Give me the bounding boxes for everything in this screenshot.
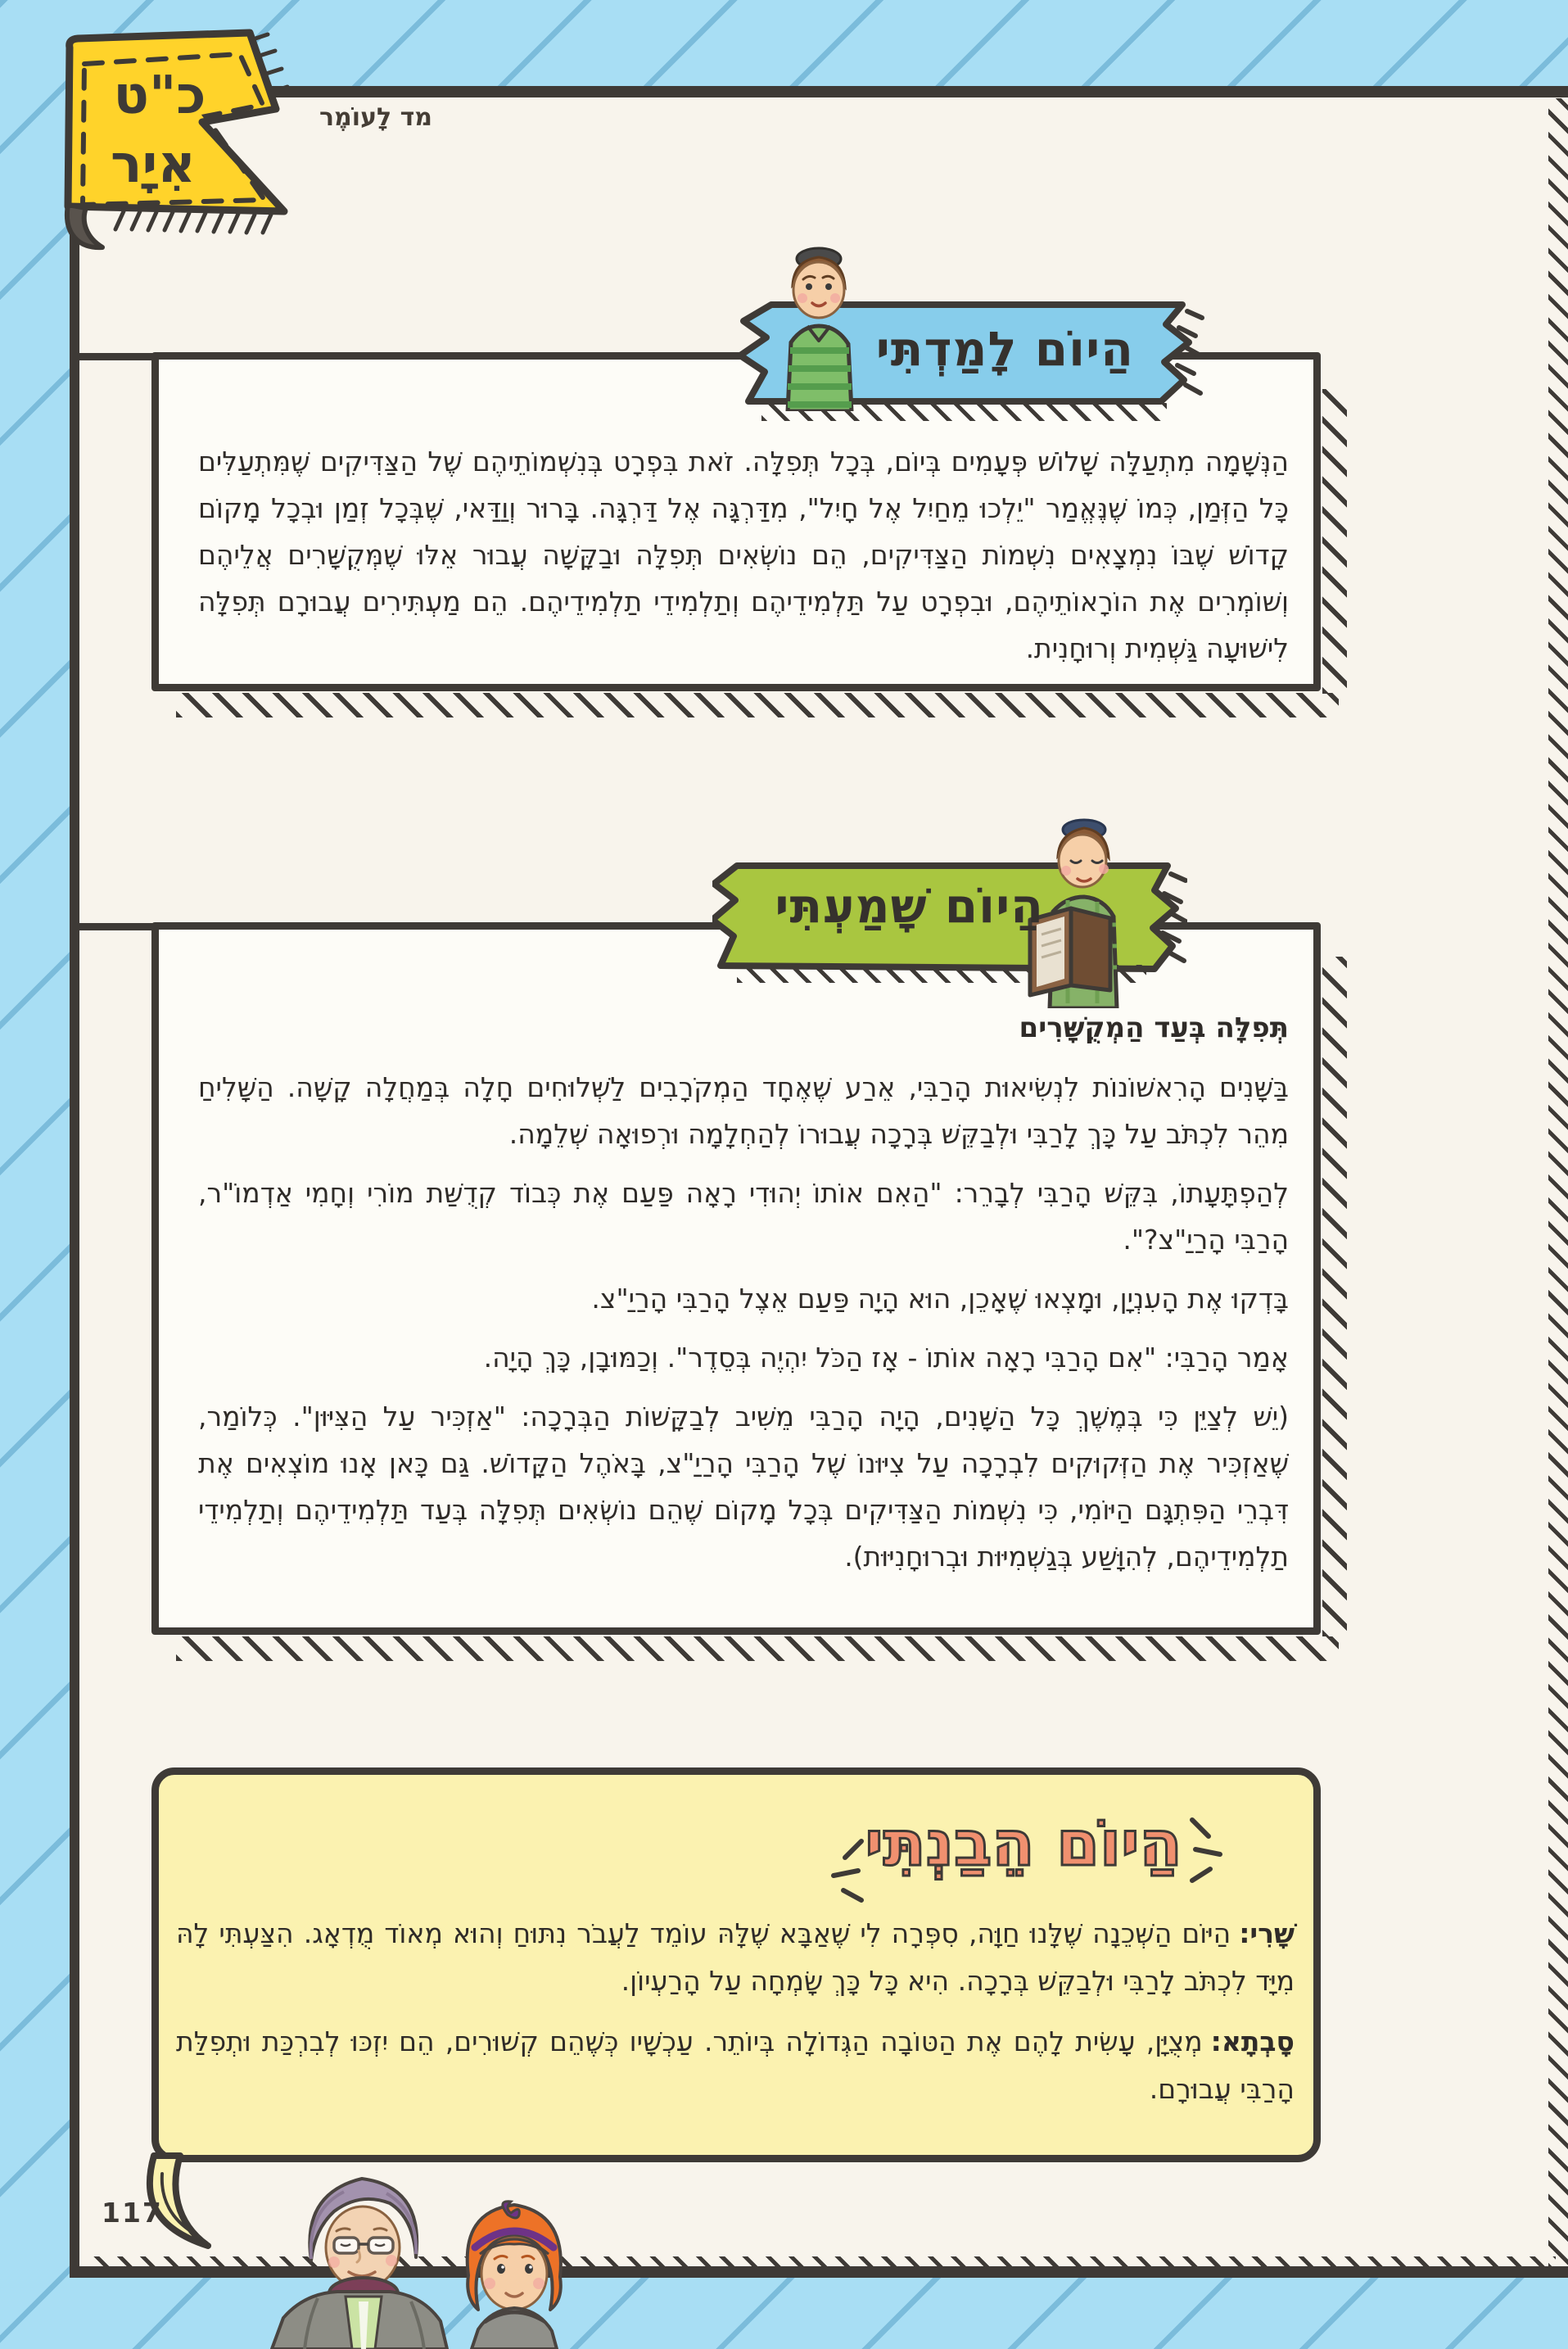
learned-ribbon-title: הַיוֹם לָמַדְתִּי bbox=[875, 321, 1134, 377]
understood-dialogue bbox=[176, 1910, 1295, 2126]
dialogue-text: הַיּוֹם הַשְּׁכֵנָה שֶׁלָּנוּ חַוָּה, סִפְּרָה לִי שֶׁאַבָּא שֶׁלָּהּ עוֹמֵד לַעֲבֹר נִתּוּחַ וְהוּא מְאוֹד מֻדְאָג. הִצַּעְתִּי לָהּ מִיָּד לִכְתֹּב לָרַבִּי וּלְבַקֵּשׁ בְּרָכָה. הִיא כָּל כָּךְ שָׂמְחָה עַל הָרַעְיוֹן. bbox=[176, 1917, 1295, 1997]
heard-paragraph: אָמַר הָרַבִּי: "אִם הָרַבִּי רָאָה אוֹתוֹ - אָז הַכֹּל יִהְיֶה בְּסֵדֶר". וְכַמּוּבָן, כָּךְ הָיָה. bbox=[483, 1342, 1289, 1374]
flag-date-line1: כ"ט bbox=[113, 66, 206, 126]
understood-title: הַיוֹם הֵבַנְתִּי bbox=[865, 1807, 1182, 1880]
heard-paragraph: לְהַפְתָּעָתוֹ, בִּקֵּשׁ הָרַבִּי לְבָרֵר: "הַאִם אוֹתוֹ יְהוּדִי רָאָה פַּעַם אֶת כְּבוֹד קְדֻשַּׁת מוֹרִי וְחָמִי אַדְמוֹ"ר, הָרַבִּי הָרַיַ"צ?". bbox=[198, 1177, 1289, 1256]
heard-box-extension-line bbox=[79, 923, 157, 930]
learned-body-text: הַנְּשָׁמָה מִתְעַלָּה שָׁלוֹשׁ פְּעָמִים בְּיוֹם, בְּכָל תְּפִלָּה. זֹאת בִּפְרָט בְּנִשְׁמוֹתֵיהֶם שֶׁל הַצַּדִּיקִים שֶׁמִּתְעַלִּים כָּל הַזְּמַן, כְּמוֹ שֶׁנֶּאֱמַר "יֵלְכוּ מֵחַיִל אֶל חָיִל", מִדַּרְגָּה אֶל דַּרְגָּה. בָּרוּר וְוַדַּאי, שֶׁבְּכָל זְמַן וּבְכָל מָקוֹם קָדוֹשׁ שֶׁבּוֹ נִמְצָאִים נִשְׁמוֹת הַצַּדִּיקִים, הֵם נוֹשְׂאִים תְּפִלָּה וּבַקָּשָׁה עֲבוּר אֵלּוּ שֶׁמְּקֻשָּׁרִים אֲלֵיהֶם וְשׁוֹמְרִים אֶת הוֹרָאוֹתֵיהֶם, וּבִפְרָט עַל תַּלְמִידֵיהֶם וְתַלְמִידֵי תַלְמִידֵיהֶם. הֵם מַעְתִּירִים עֲבוּרָם תְּפִלָּה לִישׁוּעָה גַּשְׁמִית וְרוּחָנִית. bbox=[198, 446, 1289, 664]
flag-curl bbox=[67, 205, 102, 247]
dialogue-line bbox=[176, 2018, 1295, 2113]
heard-box-shadow-bottom bbox=[176, 1636, 1339, 1661]
heard-paragraph: בָּדְקוּ אֶת הָעִנְיָן, וּמָצְאוּ שֶׁאָכֵן, הוּא הָיָה פַּעַם אֵצֶל הָרַבִּי הָרַיַ"צ. bbox=[591, 1283, 1289, 1315]
learned-box-shadow-right bbox=[1322, 389, 1347, 694]
dialogue-line bbox=[176, 1910, 1295, 2005]
illustration-grandma-and-girl bbox=[229, 2169, 606, 2349]
illustration-boy-learning bbox=[776, 242, 861, 411]
flag-date-line2: אִיָר bbox=[111, 134, 196, 195]
speaker-name: שָׁרִי: bbox=[1239, 1917, 1295, 1949]
omer-count-label: מד לָעוֹמֶר bbox=[319, 103, 432, 132]
sparkle-left-icon bbox=[825, 1833, 868, 1915]
dialogue-text: מְצֻיָּן, עָשִׂית לָהֶם אֶת הַטּוֹבָה הַגְּדוֹלָה בְּיוֹתֵר. עַכְשָׁיו כְּשֶׁהֵם קְשׁוּרִים, הֵם יִזְכּוּ לְבִרְכַּת וּתְפִלַּת הָרַבִּי עֲבוּרָם. bbox=[176, 2025, 1295, 2105]
grandma bbox=[272, 2179, 447, 2349]
learned-box-shadow-bottom bbox=[176, 693, 1339, 717]
girl bbox=[468, 2202, 561, 2349]
heard-story-title: תְּפִלָּה בְּעַד הַמְקֻשָּׁרִים bbox=[1019, 1012, 1289, 1044]
heard-paragraph: (יֵשׁ לְצַיֵּן כִּי בְּמֶשֶׁךְ כָּל הַשָּׁנִים, הָיָה הָרַבִּי מֵשִׁיב לְבַקָּשׁוֹת הַבְּרָכָה: "אַזְכִּיר עַל הַצִּיּוּן". כְּלוֹמַר, שֶׁאַזְכִּיר אֶת הַזְּקוּקִים לִבְרָכָה עַל צִיּוּנוֹ שֶׁל הָרַבִּי הָרַיַ"צ, בָּאֹהֶל הַקָּדוֹשׁ. גַּם כָּאן אָנוּ מוֹצְאִים אֶת דִּבְרֵי הַפִּתְגָּם הַיּוֹמִי, כִּי נִשְׁמוֹת הַצַּדִּיקִים בְּכָל מָקוֹם שֶׁהֵם נוֹשְׂאִים תְּפִלָּה בְּעַד תַּלְמִידֵיהֶם וְתַלְמִידֵי תַלְמִידֵיהֶם, לְהִוָּשַׁע בְּגַשְׁמִיּוּת וּבְרוּחָנִיּוּת). bbox=[198, 1401, 1289, 1573]
heard-text-box bbox=[151, 922, 1321, 1635]
date-flag bbox=[45, 15, 299, 277]
heard-paragraph: בַּשָּׁנִים הָרִאשׁוֹנוֹת לִנְשִׂיאוּת הָרַבִּי, אֵרַע שֶׁאֶחָד הַמְקֹרָבִים לַשְּׁלוּחִים חָלָה בְּמַחֲלָה קָשָׁה. הַשָּׁלִיחַ מִהֵר לִכְתֹּב עַל כָּךְ לָרַבִּי וּלְבַקֵּשׁ בְּרָכָה עֲבוּרוֹ לְהַחְלָמָה וּרְפוּאָה שְׁלֵמָה. bbox=[198, 1071, 1289, 1150]
heard-ribbon-title: הַיוֹם שָׁמַעְתִּי bbox=[775, 878, 1044, 934]
learned-box-extension-line bbox=[79, 353, 157, 360]
sparkle-right-icon bbox=[1186, 1810, 1228, 1892]
page-number: 117 bbox=[102, 2197, 163, 2229]
heard-box-shadow-right bbox=[1322, 957, 1347, 1636]
page-right-edge-hatch bbox=[1548, 98, 1568, 2269]
speaker-name: סָבְתָא: bbox=[1210, 2025, 1295, 2057]
